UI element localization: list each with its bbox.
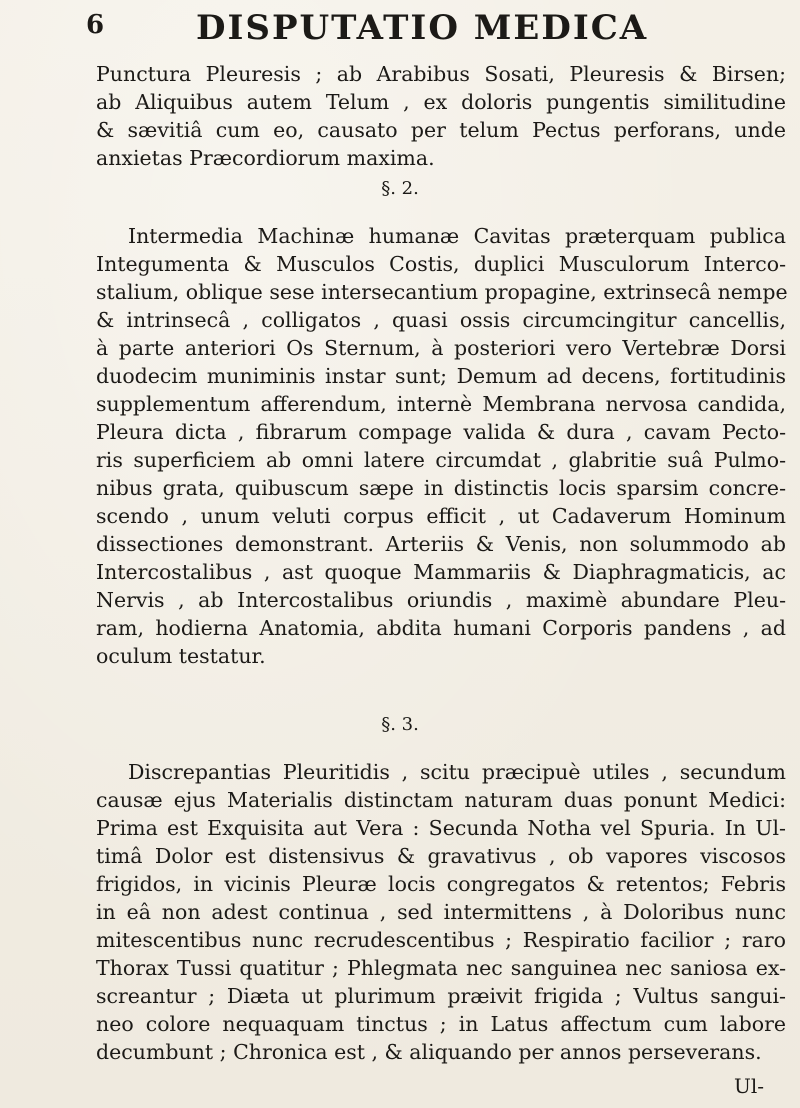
page-number: 6 — [86, 10, 105, 40]
text-line: anxietas Præcordiorum maxima. — [96, 146, 435, 170]
text-line: Nervis , ab Intercostalibus oriundis , maximè abundare Pleu- — [96, 588, 786, 612]
text-line: timâ Dolor est distensivus & gravativus , ob vapores viscosos — [96, 844, 786, 868]
text-line: Pleura dicta , fibrarum compage valida & dura , cavam Pecto- — [96, 420, 786, 444]
paragraph-1 — [96, 60, 786, 172]
paragraph-2 — [96, 222, 786, 670]
text-line: à parte anteriori Os Sternum, à posteriori vero Vertebræ Dorsi — [96, 336, 786, 360]
text-line: Intercostalibus , ast quoque Mammariis & Diaphragmaticis, ac — [96, 560, 786, 584]
page-header — [0, 8, 800, 48]
catchword: Ul- — [733, 1074, 764, 1098]
text-line: scendo , unum veluti corpus efficit , ut Cadaverum Hominum — [96, 504, 786, 528]
text-line: Thorax Tussi quatitur ; Phlegmata nec sanguinea nec saniosa ex- — [96, 956, 786, 980]
text-line: ris superficiem ab omni latere circumdat , glabritie suâ Pulmo- — [96, 448, 786, 472]
text-line: oculum testatur. — [96, 644, 266, 668]
text-line: supplementum afferendum, internè Membrana nervosa candida, — [96, 392, 786, 416]
paragraph-3 — [96, 758, 786, 1066]
text-line: stalium, oblique sese intersecantium propagine, extrinsecâ nempe — [96, 280, 788, 304]
text-line: causæ ejus Materialis distinctam naturam duas ponunt Medici: — [96, 788, 786, 812]
text-line: decumbunt ; Chronica est , & aliquando per annos perseverans. — [96, 1040, 762, 1064]
text-line: nibus grata, quibuscum sæpe in distinctis locis sparsim concre- — [96, 476, 786, 500]
text-line: Integumenta & Musculos Costis, duplici Musculorum Interco- — [96, 252, 786, 276]
text-line: Punctura Pleuresis ; ab Arabibus Sosati, Pleuresis & Birsen; — [96, 62, 786, 86]
text-line: duodecim muniminis instar sunt; Demum ad decens, fortitudinis — [96, 364, 786, 388]
text-line: mitescentibus nunc recrudescentibus ; Respiratio facilior ; raro — [96, 928, 786, 952]
text-line: ram, hodierna Anatomia, abdita humani Corporis pandens , ad — [96, 616, 786, 640]
text-line: screantur ; Diæta ut plurimum præivit frigida ; Vultus sangui- — [96, 984, 786, 1008]
text-line: in eâ non adest continua , sed intermittens , à Doloribus nunc — [96, 900, 786, 924]
section-mark-3: §. 3. — [381, 714, 419, 735]
text-line: Prima est Exquisita aut Vera : Secunda Notha vel Spuria. In Ul- — [96, 816, 786, 840]
text-line: ab Aliquibus autem Telum , ex doloris pungentis similitudine — [96, 90, 786, 114]
text-line: & intrinsecâ , colligatos , quasi ossis circumcingitur cancellis, — [96, 308, 786, 332]
text-line: & sævitiâ cum eo, causato per telum Pectus perforans, unde — [96, 118, 786, 142]
text-line: Intermedia Machinæ humanæ Cavitas præterquam publica — [128, 224, 786, 248]
text-line: neo colore nequaquam tinctus ; in Latus affectum cum labore — [96, 1012, 786, 1036]
text-line: Discrepantias Pleuritidis , scitu præcipuè utiles , secundum — [128, 760, 786, 784]
text-line: dissectiones demonstrant. Arteriis & Venis, non solummodo ab — [96, 532, 786, 556]
running-head: DISPUTATIO MEDICA — [196, 8, 649, 48]
text-line: frigidos, in vicinis Pleuræ locis congregatos & retentos; Febris — [96, 872, 786, 896]
section-mark-2: §. 2. — [381, 178, 419, 199]
